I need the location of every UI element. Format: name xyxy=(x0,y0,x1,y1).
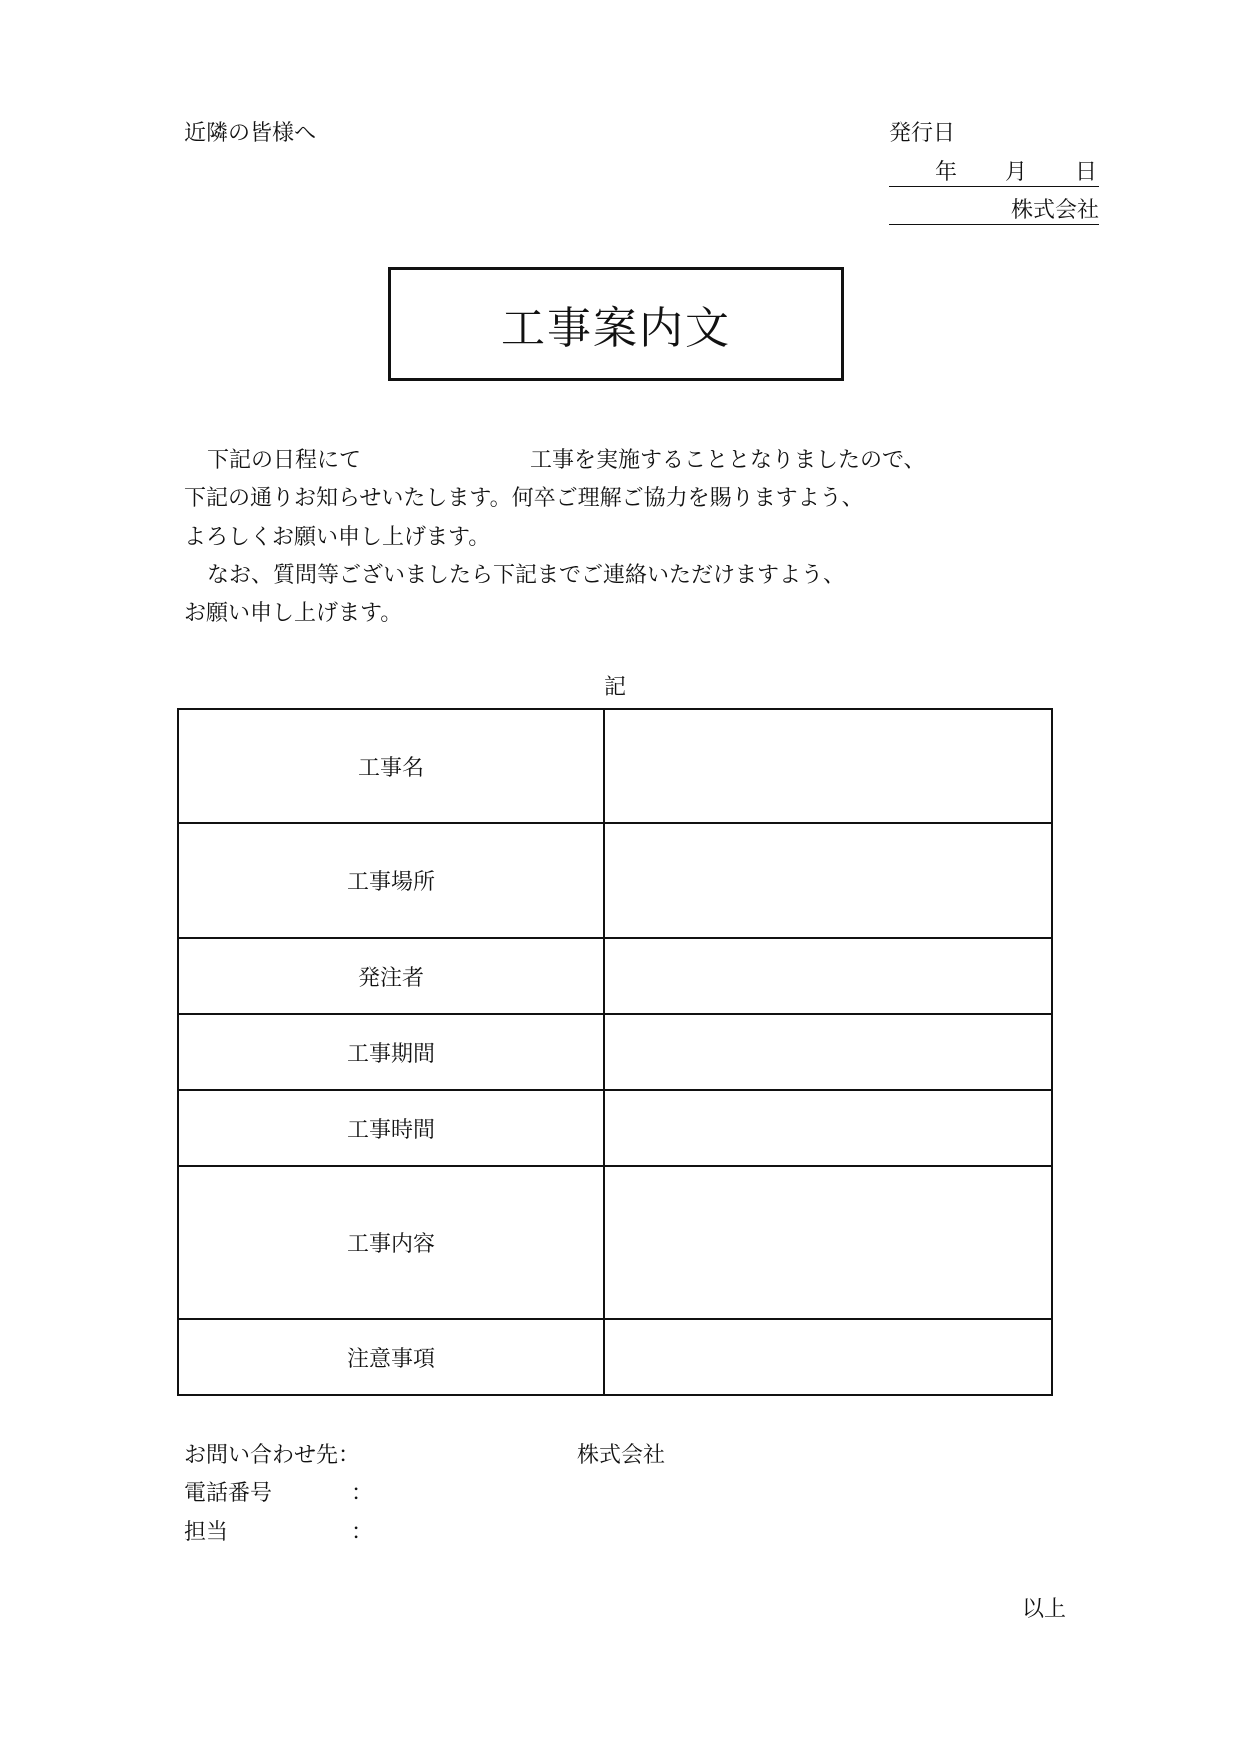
table-row xyxy=(178,709,1052,823)
intro-line-1a: 下記の日程にて xyxy=(207,448,362,473)
intro-line-2: 下記の通りお知らせいたします。何卒ご理解ご協力を賜りますよう、 xyxy=(184,486,864,511)
issue-date-label: 発行日 xyxy=(889,121,956,146)
issue-date-line xyxy=(889,160,1099,187)
row-label-client: 発注者 xyxy=(178,938,604,1014)
table-row xyxy=(178,1166,1052,1319)
row-value-content[interactable] xyxy=(604,1166,1052,1319)
issuer-company: 株式会社 xyxy=(1010,198,1099,223)
row-label-content: 工事内容 xyxy=(178,1166,604,1319)
closing-label: 以上 xyxy=(1022,1597,1067,1622)
row-label-construction-name: 工事名 xyxy=(178,709,604,823)
row-value-construction-name[interactable] xyxy=(604,709,1052,823)
intro-line-5: お願い申し上げます。 xyxy=(184,601,403,626)
row-label-construction-site: 工事場所 xyxy=(178,823,604,938)
inquiry-company: 株式会社 xyxy=(577,1443,666,1468)
recipient-label: 近隣の皆様へ xyxy=(184,121,317,146)
row-value-period[interactable] xyxy=(604,1014,1052,1090)
date-year: 年 xyxy=(935,160,958,185)
document-title-text: 工事案内文 xyxy=(501,303,731,354)
row-value-client[interactable] xyxy=(604,938,1052,1014)
document-title xyxy=(388,267,844,381)
phone-colon: ： xyxy=(351,1481,374,1506)
intro-line-1b: 工事を実施することとなりましたので、 xyxy=(530,448,926,473)
table-row xyxy=(178,1090,1052,1166)
issuer-company-line xyxy=(889,198,1099,225)
intro-line-3: よろしくお願い申し上げます。 xyxy=(184,525,491,550)
row-value-notes[interactable] xyxy=(604,1319,1052,1395)
date-month: 月 xyxy=(1005,160,1028,185)
table-row xyxy=(178,823,1052,938)
person-colon: ： xyxy=(351,1520,374,1545)
row-value-hours[interactable] xyxy=(604,1090,1052,1166)
table-row xyxy=(178,1014,1052,1090)
row-label-notes: 注意事項 xyxy=(178,1319,604,1395)
details-table xyxy=(177,708,1053,1396)
ki-label: 記 xyxy=(604,675,627,700)
intro-line-4: なお、質問等ございましたら下記までご連絡いただけますよう、 xyxy=(207,563,846,588)
inquiry-label: お問い合わせ先： xyxy=(184,1443,361,1468)
phone-label: 電話番号 xyxy=(184,1481,273,1506)
date-day: 日 xyxy=(1075,160,1098,185)
row-label-hours: 工事時間 xyxy=(178,1090,604,1166)
row-value-construction-site[interactable] xyxy=(604,823,1052,938)
table-row xyxy=(178,1319,1052,1395)
table-row xyxy=(178,938,1052,1014)
person-label: 担当 xyxy=(184,1520,229,1545)
row-label-period: 工事期間 xyxy=(178,1014,604,1090)
